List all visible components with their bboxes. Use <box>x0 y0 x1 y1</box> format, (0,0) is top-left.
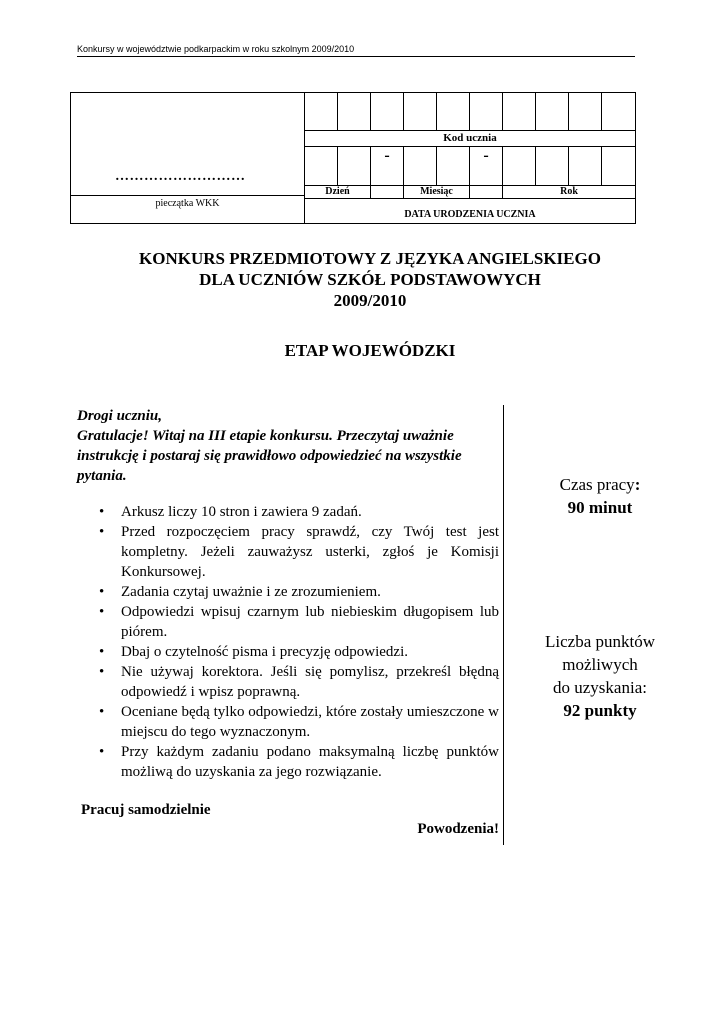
year-cell[interactable] <box>569 147 602 185</box>
code-cell[interactable] <box>305 93 338 130</box>
points-label-line: do uzyskania: <box>553 678 647 697</box>
year-cell[interactable] <box>602 147 635 185</box>
bullet-icon: • <box>99 664 105 680</box>
year-label: Rok <box>560 186 578 197</box>
code-label: Kod ucznia <box>305 131 635 147</box>
points-info <box>510 630 690 722</box>
bullet-icon: • <box>99 704 105 720</box>
rule-text: Zadania czytaj uważnie i ze zrozumieniem. <box>121 584 381 600</box>
points-value: 92 punkty <box>563 701 637 720</box>
time-value: 90 minut <box>567 498 633 517</box>
day-cell[interactable] <box>305 147 338 185</box>
greeting-text: Gratulacje! Witaj na III etapie konkursu. Przeczytaj uważnie instrukcję i postaraj się prawidłowo odpowiedzieć na wszystkie pytania. <box>77 428 462 484</box>
rule-item <box>77 742 499 782</box>
instructions <box>77 406 499 838</box>
year-cell[interactable] <box>503 147 536 185</box>
greeting <box>77 406 499 486</box>
bullet-icon: • <box>99 604 105 620</box>
title-year: 2009/2010 <box>333 291 407 310</box>
month-cell[interactable] <box>437 147 470 185</box>
rule-item <box>77 522 499 582</box>
rule-item <box>77 582 499 602</box>
time-colon: : <box>634 475 641 494</box>
bullet-icon: • <box>99 504 105 520</box>
year-cell[interactable] <box>536 147 569 185</box>
code-cell[interactable] <box>602 93 635 130</box>
date-separator-cell <box>470 147 503 185</box>
rule-text: Oceniane będą tylko odpowiedzi, które zostały umieszczone w miejscu do tego wyznaczonym. <box>121 704 499 740</box>
date-spacer <box>371 186 404 198</box>
running-header: Konkursy w województwie podkarpackim w roku szkolnym 2009/2010 <box>77 44 635 57</box>
bullet-icon: • <box>99 584 105 600</box>
day-cell[interactable] <box>338 147 371 185</box>
title-line: KONKURS PRZEDMIOTOWY Z JĘZYKA ANGIELSKIEGO <box>139 249 601 268</box>
code-cell[interactable] <box>503 93 536 130</box>
date-separator: - <box>483 147 489 164</box>
time-label: Czas pracy <box>559 475 635 494</box>
bullet-icon: • <box>99 524 105 540</box>
day-label: Dzień <box>305 186 371 198</box>
code-cell[interactable] <box>536 93 569 130</box>
time-info <box>510 473 690 519</box>
code-cell[interactable] <box>569 93 602 130</box>
column-divider <box>503 405 504 845</box>
points-label-line: Liczba punktów <box>545 632 655 651</box>
code-cell[interactable] <box>404 93 437 130</box>
work-alone-note: Pracuj samodzielnie <box>81 802 211 818</box>
code-cell[interactable] <box>338 93 371 130</box>
month-cell[interactable] <box>404 147 437 185</box>
rule-item <box>77 702 499 742</box>
code-cell[interactable] <box>470 93 503 130</box>
date-separator: - <box>384 147 390 164</box>
title-line: DLA UCZNIÓW SZKÓŁ PODSTAWOWYCH <box>199 270 541 289</box>
rule-item <box>77 662 499 702</box>
birth-date-caption: DATA URODZENIA UCZNIA <box>404 209 536 220</box>
good-luck-note: Powodzenia! <box>417 821 499 837</box>
student-id-box <box>70 92 636 224</box>
rule-item <box>77 502 499 522</box>
rule-text: Odpowiedzi wpisuj czarnym lub niebieskim długopisem lub piórem. <box>121 604 499 640</box>
bullet-icon: • <box>99 644 105 660</box>
code-cell[interactable] <box>437 93 470 130</box>
date-labels <box>305 186 635 199</box>
points-label-line: możliwych <box>562 655 638 674</box>
stamp-divider <box>71 195 304 196</box>
code-cell[interactable] <box>371 93 404 130</box>
rule-item <box>77 642 499 662</box>
time-label-line <box>510 473 690 496</box>
rule-text: Przed rozpoczęciem pracy sprawdź, czy Twój test jest kompletny. Jeżeli zauważysz usterki, zgłoś je Komisji Konkursowej. <box>121 524 499 580</box>
date-spacer <box>470 186 503 198</box>
rule-text: Arkusz liczy 10 stron i zawiera 9 zadań. <box>121 504 362 520</box>
rules-list <box>77 502 499 782</box>
rule-text: Dbaj o czytelność pisma i precyzję odpowiedzi. <box>121 644 408 660</box>
date-separator-cell <box>371 147 404 185</box>
rule-item <box>77 602 499 642</box>
greeting-salutation: Drogi uczniu, <box>77 408 163 424</box>
contest-title <box>70 248 670 311</box>
birth-date-cells <box>305 147 635 186</box>
stage-title: ETAP WOJEWÓDZKI <box>284 341 456 360</box>
bullet-icon: • <box>99 744 105 760</box>
rule-text: Nie używaj korektora. Jeśli się pomylisz, przekreśl błędną odpowiedź i wpisz poprawną. <box>121 664 499 700</box>
rule-text: Przy każdym zadaniu podano maksymalną liczbę punktów możliwą do uzyskania za jego rozwiązanie. <box>121 744 499 780</box>
student-code-cells <box>305 93 635 131</box>
stamp-dots: ……………………… <box>115 169 246 184</box>
stamp-area <box>71 93 305 223</box>
stamp-label: pieczątka WKK <box>155 198 220 209</box>
month-label: Miesiąc <box>404 186 470 198</box>
